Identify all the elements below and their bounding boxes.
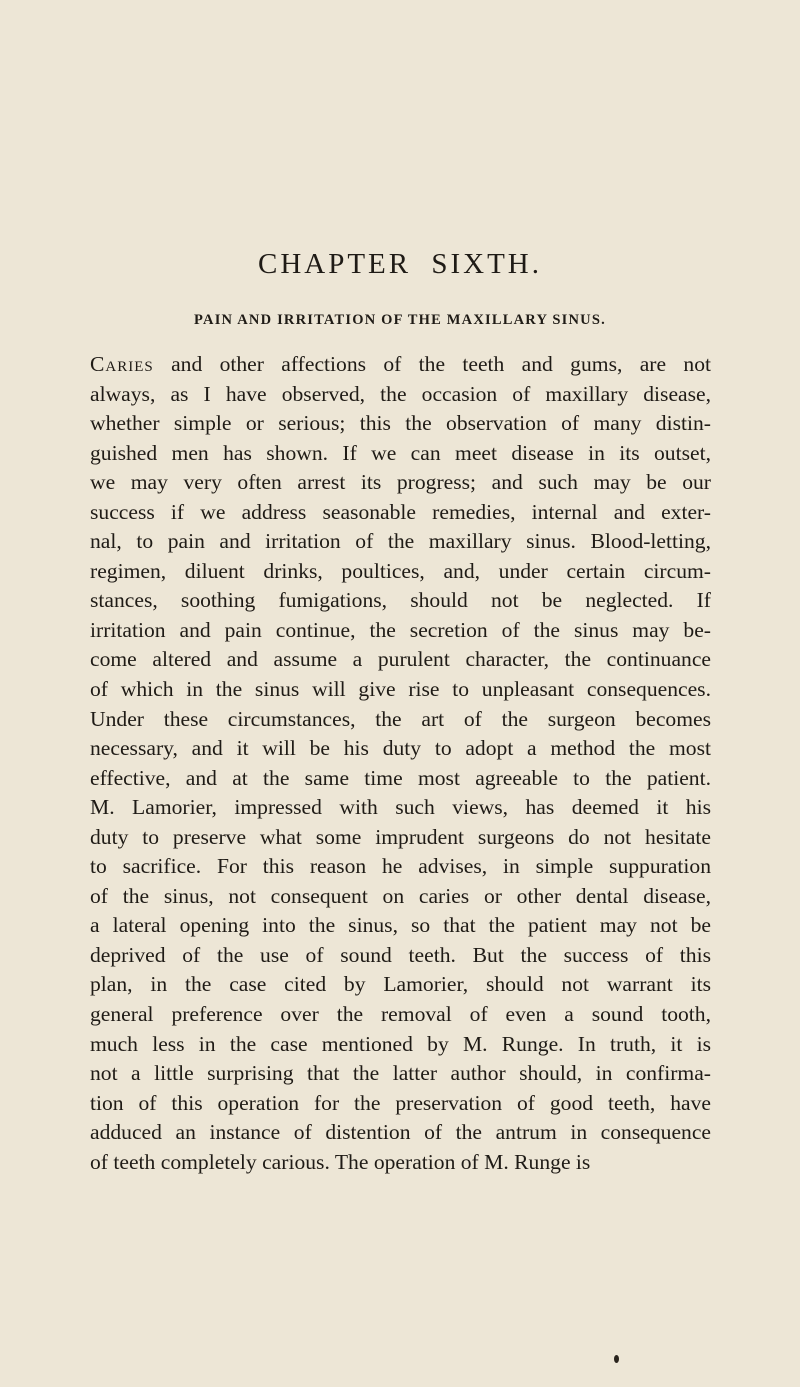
text-line: regimen, diluent drinks, poultices, and, under certain circum- — [90, 558, 711, 583]
section-title: PAIN AND IRRITATION OF THE MAXILLARY SINUS. — [194, 312, 606, 328]
text-line: M. Lamorier, impressed with such views, has deemed it his — [90, 795, 711, 820]
text-line: duty to preserve what some imprudent surgeons do not hesitate — [90, 824, 711, 849]
text-line: success if we address seasonable remedies, internal and exter- — [90, 499, 711, 524]
text-line: guished men has shown. If we can meet disease in its outset, — [90, 440, 711, 465]
text-line: come altered and assume a purulent character, the continuance — [90, 647, 711, 672]
text-line — [90, 350, 711, 380]
text-line: necessary, and it will be his duty to adopt a method the most — [90, 736, 711, 761]
text-line: a lateral opening into the sinus, so that the patient may not be — [90, 913, 711, 938]
text-line: whether simple or serious; this the observation of many distin- — [90, 411, 711, 436]
text-line: of teeth completely carious. The operation of M. Runge is — [90, 1149, 591, 1174]
text-line: not a little surprising that the latter author should, in confirma- — [90, 1061, 711, 1086]
text-line: stances, soothing fumigations, should not be neglected. If — [90, 588, 711, 613]
text-line-rest: and other affections of the teeth and gums, are not — [153, 352, 711, 376]
text-line: tion of this operation for the preservation of good teeth, have — [90, 1090, 711, 1115]
text-line: we may very often arrest its progress; and such may be our — [90, 470, 711, 495]
chapter-title: CHAPTER SIXTH. — [257, 248, 542, 280]
text-line: deprived of the use of sound teeth. But the success of this — [90, 942, 711, 967]
text-line: irritation and pain continue, the secretion of the sinus may be- — [90, 617, 711, 642]
text-line: to sacrifice. For this reason he advises, in simple suppuration — [90, 854, 711, 879]
text-line: plan, in the case cited by Lamorier, should not warrant its — [90, 972, 711, 997]
ink-speck — [614, 1355, 619, 1363]
text-line: of which in the sinus will give rise to unpleasant consequences. — [90, 677, 711, 702]
text-line: always, as I have observed, the occasion of maxillary disease, — [90, 381, 711, 406]
text-line: adduced an instance of distention of the antrum in consequence — [90, 1120, 711, 1145]
text-line: much less in the case mentioned by M. Runge. In truth, it is — [90, 1031, 711, 1056]
text-line: general preference over the removal of even a sound tooth, — [90, 1002, 711, 1027]
text-line: of the sinus, not consequent on caries or other dental disease, — [90, 883, 711, 908]
body-paragraph — [90, 350, 711, 1177]
text-line: effective, and at the same time most agreeable to the patient. — [90, 765, 711, 790]
text-line: Under these circumstances, the art of the surgeon becomes — [90, 706, 711, 731]
drop-word: Caries — [90, 352, 154, 376]
text-line: nal, to pain and irritation of the maxillary sinus. Blood-letting, — [90, 529, 711, 554]
